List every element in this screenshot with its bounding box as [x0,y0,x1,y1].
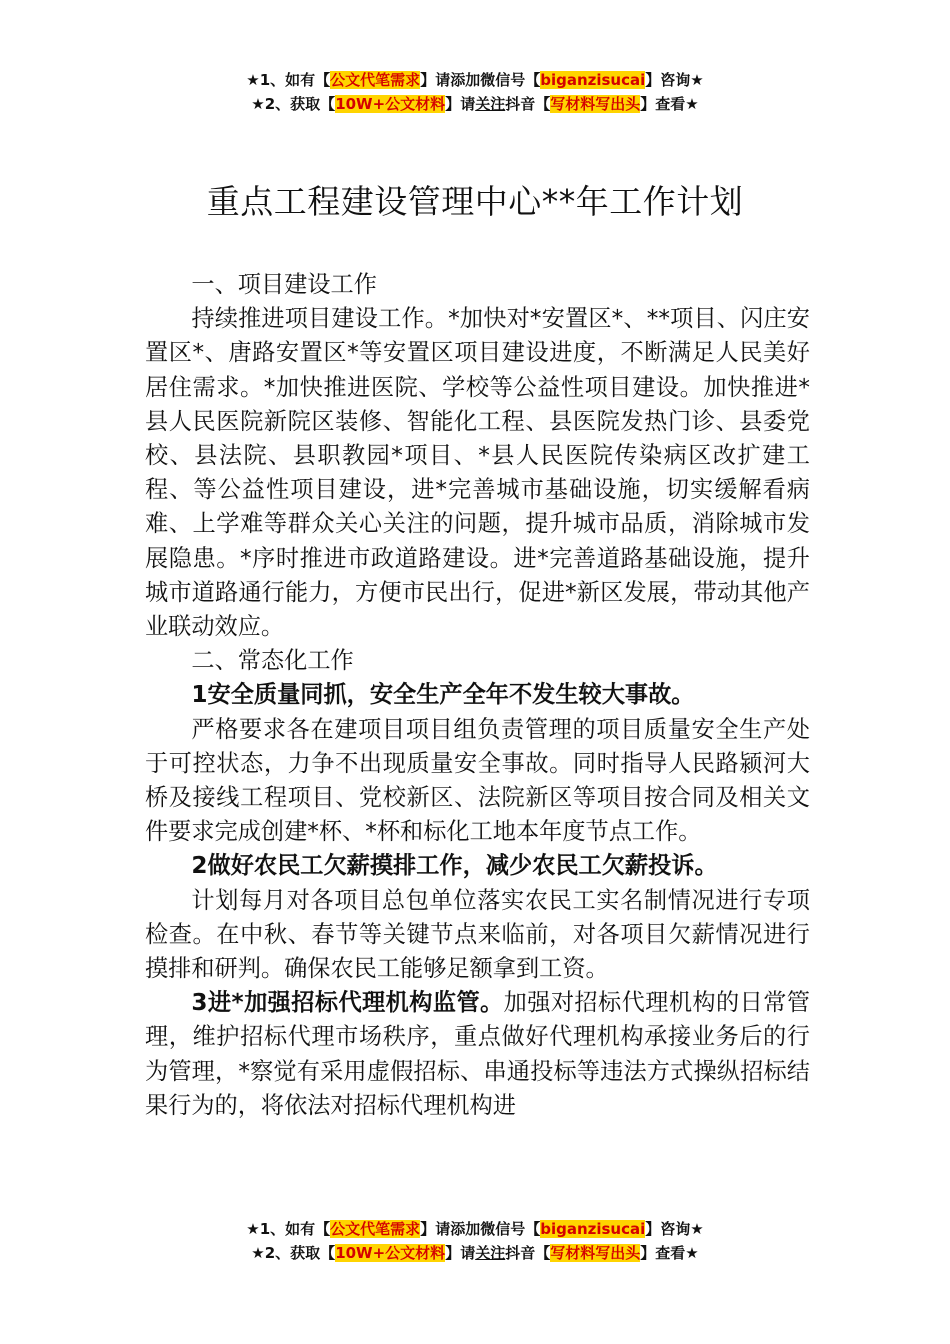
item-heading-1: 1安全质量同抓，安全生产全年不发生较大事故。 [191,681,695,709]
highlight-douyin-account: 写材料写出头 [550,1244,641,1262]
promo-text: ★2、获取【 [251,95,336,113]
highlight-service: 公文代笔需求 [330,1220,421,1238]
promo-text: 】请 [445,95,476,113]
promo-text: 】查看★ [640,95,699,113]
underlined-follow: 关注 [475,1244,506,1262]
highlight-wechat-id: biganzisucai [540,71,646,89]
promo-text: 】请添加微信号【 [420,71,541,89]
item-heading-2: 2做好农民工欠薪摸排工作，减少农民工欠薪投诉。 [191,852,718,880]
item-paragraph-3: 加强对招标代理机构的日常管理，维护招标代理市场秩序，重点做好代理机构承接业务后的行为管理，*察觉有采用虚假招标、串通投标等违法方式操纵招标结果行为的，将依法对招标代理机构进 [145,989,810,1119]
item-paragraph-2: 计划每月对各项目总包单位落实农民工实名制情况进行专项检查。在中秋、春节等关键节点来临前，对各项目欠薪情况进行摸排和研判。确保农民工能够足额拿到工资。 [145,886,810,983]
highlight-materials: 10W+公文材料 [335,95,446,113]
promo-text: ★2、获取【 [251,1244,336,1262]
promo-text: ★1、如有【 [246,71,331,89]
promo-banner-bottom [0,1217,950,1265]
promo-line-1 [0,68,950,92]
highlight-materials: 10W+公文材料 [335,1244,446,1262]
item-heading-3: 3进*加强招标代理机构监管。 [191,989,504,1017]
promo-text: 抖音【 [505,1244,551,1262]
item-paragraph-1: 严格要求各在建项目项目组负责管理的项目质量安全生产处于可控状态，力争不出现质量安全事故。同时指导人民路颍河大桥及接线工程项目、党校新区、法院新区等项目按合同及相关文件要求完成创建*杯、*杯和标化工地本年度节点工作。 [145,715,810,846]
promo-banner-top [0,68,950,116]
underlined-follow: 关注 [475,95,506,113]
document-body [145,268,810,1123]
highlight-douyin-account: 写材料写出头 [550,95,641,113]
promo-line-2 [0,1241,950,1265]
promo-line-1 [0,1217,950,1241]
document-title: 重点工程建设管理中心**年工作计划 [206,182,744,221]
promo-text: 】查看★ [640,1244,699,1262]
promo-text: 】咨询★ [645,71,704,89]
section-heading-1: 一、项目建设工作 [191,271,377,298]
promo-text: 抖音【 [505,95,551,113]
highlight-wechat-id: biganzisucai [540,1220,646,1238]
highlight-service: 公文代笔需求 [330,71,421,89]
promo-text: 】请添加微信号【 [420,1220,541,1238]
promo-text: ★1、如有【 [246,1220,331,1238]
item-3 [145,986,810,1123]
section-paragraph-1: 持续推进项目建设工作。*加快对*安置区*、**项目、闪庄安置区*、唐路安置区*等安置区项目建设进度，不断满足人民美好居住需求。*加快推进医院、学校等公益性项目建设。加快推进*县人民医院新院区装修、智能化工程、县医院发热门诊、县委党校、县法院、县职教园*项目、*县人民医院传染病区改扩建工程、等公益性项目建设，进*完善城市基础设施，切实缓解看病难、上学难等群众关心关注的问题，提升城市品质，消除城市发展隐患。*序时推进市政道路建设。进*完善道路基础设施，提升城市道路通行能力，方便市民出行，促进*新区发展，带动其他产业联动效应。 [145,305,810,641]
promo-text: 】请 [445,1244,476,1262]
promo-text: 】咨询★ [645,1220,704,1238]
promo-line-2 [0,92,950,116]
section-heading-2: 二、常态化工作 [191,647,354,675]
